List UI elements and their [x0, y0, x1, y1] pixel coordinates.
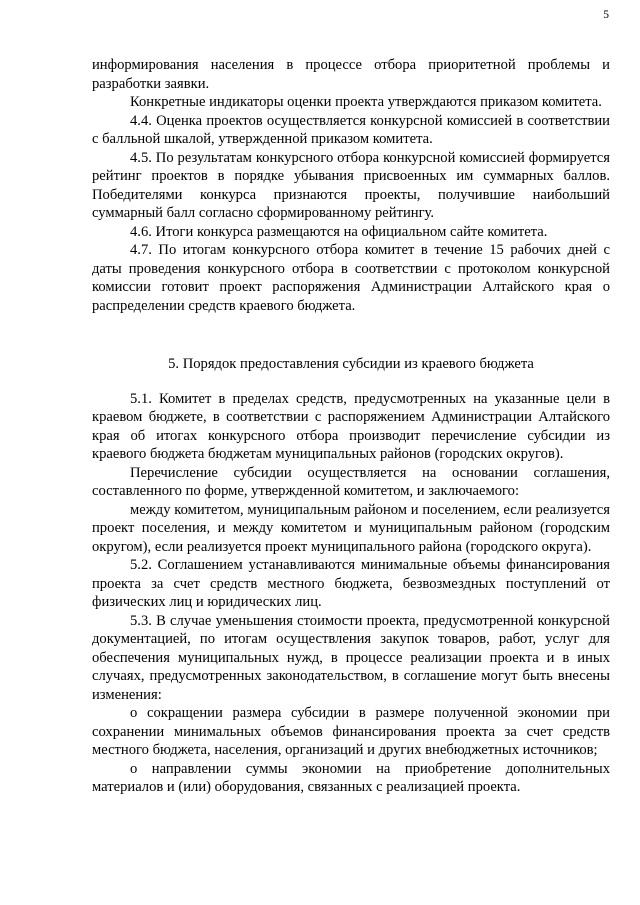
paragraph-4-7: 4.7. По итогам конкурсного отбора комитет в течение 15 рабочих дней с даты проведения конкурсного отбора в соответствии с протоколом конкурсной комиссии готовит проект распоряжения Администрации Алтайского края о распределении средств краевого бюджета. — [92, 242, 610, 314]
paragraph-4-4: 4.4. Оценка проектов осуществляется конкурсной комиссией в соответствии с балльной шкалой, утвержденной приказом комитета. — [92, 112, 610, 147]
paragraph-indicators: Конкретные индикаторы оценки проекта утверждаются приказом комитета. — [130, 94, 602, 110]
section-gap — [92, 315, 610, 355]
paragraph-reduction: о сокращении размера субсидии в размере полученной экономии при сохранении минимальных объемов финансирования проекта за счет средств местного бюджета, населения, организаций и других внебюджетных источников; — [92, 705, 610, 758]
paragraph-agreement-parties: между комитетом, муниципальным районом и поселением, если реализуется проект поселения, и между комитетом и муниципальным районом (городским округом), если реализуется проект муниципального района (городского округа). — [92, 501, 610, 555]
paragraph-4-5: 4.5. По результатам конкурсного отбора конкурсной комиссией формируется рейтинг проектов в порядке убывания присвоенных им суммарных баллов. Победителями конкурса признаются проекты, получившие наибольший суммарный балл согласно сформированному рейтингу. — [92, 149, 610, 221]
paragraph-5-3: 5.3. В случае уменьшения стоимости проекта, предусмотренной конкурсной документацией, по итогам осуществления закупок товаров, работ, услуг для обеспечения муниципальных нужд, в процессе реализации проекта и в иных случаях, предусмотренных законодательством, в соглашение могут быть внесены изменения: — [92, 612, 610, 703]
paragraph-5-2: 5.2. Соглашением устанавливаются минимальные объемы финансирования проекта за счет средств местного бюджета, безвозмездных поступлений от физических лиц и юридических лиц. — [92, 557, 610, 610]
paragraph-transfer-basis: Перечисление субсидии осуществляется на основании соглашения, составленного по форме, утвержденной комитетом, и заключаемого: — [92, 464, 610, 499]
paragraph-4-6: 4.6. Итоги конкурса размещаются на официальном сайте комитета. — [130, 223, 548, 240]
paragraph-savings: о направлении суммы экономии на приобретение дополнительных материалов и (или) оборудования, связанных с реализацией проекта. — [92, 760, 610, 795]
page-number: 5 — [603, 9, 609, 21]
section-5-heading: 5. Порядок предоставления субсидии из краевого бюджета — [168, 356, 534, 372]
paragraph-continuation: информирования населения в процессе отбора приоритетной проблемы и разработки заявки. — [92, 57, 610, 92]
paragraph-5-1: 5.1. Комитет в пределах средств, предусмотренных на указанные цели в краевом бюджете, в соответствии с распоряжением Администрации Алтайского края об итогах конкурсного отбора производит перечисление субсидии из краевого бюджета бюджетам муниципальных районов (городских округов). — [92, 390, 610, 462]
document-body — [92, 56, 610, 797]
